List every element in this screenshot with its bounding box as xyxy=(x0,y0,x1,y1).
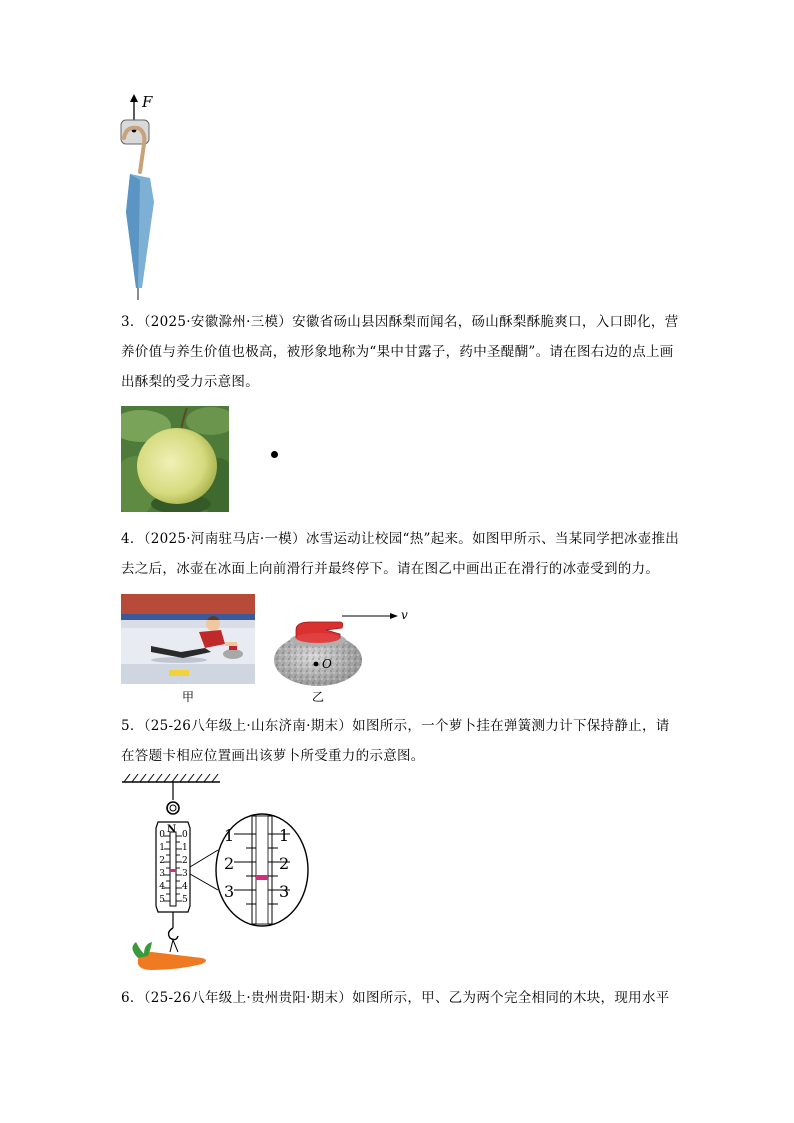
tick-label: 2 xyxy=(182,856,188,866)
question-4-text: 冰雪运动让校园“热”起来。如图甲所示、当某同学把冰壶推出去之后，冰壶在冰面上向前滑行并最终停下。请在图乙中画出正在滑行的冰壶受到的力。 xyxy=(121,531,680,577)
zoom-tick-label: 3 xyxy=(279,882,290,901)
question-6-text: 如图所示，甲、乙为两个完全相同的木块，现用水平 xyxy=(352,990,670,1006)
curling-stone-figure xyxy=(270,604,420,688)
curling-photo xyxy=(121,594,255,684)
question-6 xyxy=(121,983,681,1013)
zoom-tick-label: 2 xyxy=(224,854,235,873)
tick-label: 1 xyxy=(182,843,188,853)
scale-right-ticks xyxy=(182,829,190,907)
caption-jia: 甲 xyxy=(181,690,194,704)
question-6-number: 6． xyxy=(121,990,144,1006)
tick-label: 5 xyxy=(159,895,165,905)
question-5-source: （25-26八年级上·山东济南·期末） xyxy=(143,718,353,734)
zoom-right-ticks xyxy=(279,822,289,906)
pear-photo xyxy=(121,406,229,512)
question-3-source: （2025·安徽滁州·三模） xyxy=(143,314,293,330)
zoom-left-ticks xyxy=(224,822,234,906)
tick-label: 0 xyxy=(182,830,188,840)
question-4-source: （2025·河南驻马店·一模） xyxy=(143,531,306,547)
zoom-tick-label: 3 xyxy=(224,882,235,901)
question-5 xyxy=(121,711,681,771)
question-5-text: 如图所示，一个萝卜挂在弹簧测力计下保持静止，请在答题卡相应位置画出该萝卜所受重力的示意图。 xyxy=(121,718,670,764)
scale-left-ticks xyxy=(157,829,165,907)
zoom-tick-label: 1 xyxy=(279,826,290,845)
zoom-tick-label: 1 xyxy=(224,826,235,845)
center-point-label-o: O xyxy=(322,657,332,671)
velocity-label-v: v xyxy=(401,608,408,622)
scale-unit-label: N xyxy=(167,824,177,835)
question-4-number: 4． xyxy=(121,531,144,547)
question-3-text: 安徽省砀山县因酥梨而闻名，砀山酥梨酥脆爽口，入口即化，营养价值与养生价值也极高，被形象地称为“果中甘露子，药中圣醍醐”。请在图右边的点上画出酥梨的受力示意图。 xyxy=(121,314,679,390)
question-3 xyxy=(121,307,681,397)
tick-label: 5 xyxy=(182,895,188,905)
question-3-number: 3． xyxy=(121,314,144,330)
tick-label: 3 xyxy=(159,869,165,879)
tick-label: 4 xyxy=(159,882,165,892)
question-5-number: 5． xyxy=(121,718,144,734)
spring-scale-figure xyxy=(118,772,328,976)
question-4 xyxy=(121,524,681,584)
zoom-tick-label: 2 xyxy=(279,854,290,873)
tick-label: 1 xyxy=(159,843,165,853)
umbrella-figure xyxy=(108,92,168,302)
tick-label: 4 xyxy=(182,882,188,892)
force-label-f: F xyxy=(142,93,153,111)
force-point xyxy=(271,451,278,458)
caption-yi: 乙 xyxy=(311,690,324,704)
tick-label: 2 xyxy=(159,856,165,866)
question-6-source: （25-26八年级上·贵州贵阳·期末） xyxy=(143,990,353,1006)
tick-label: 0 xyxy=(159,830,165,840)
tick-label: 3 xyxy=(182,869,188,879)
